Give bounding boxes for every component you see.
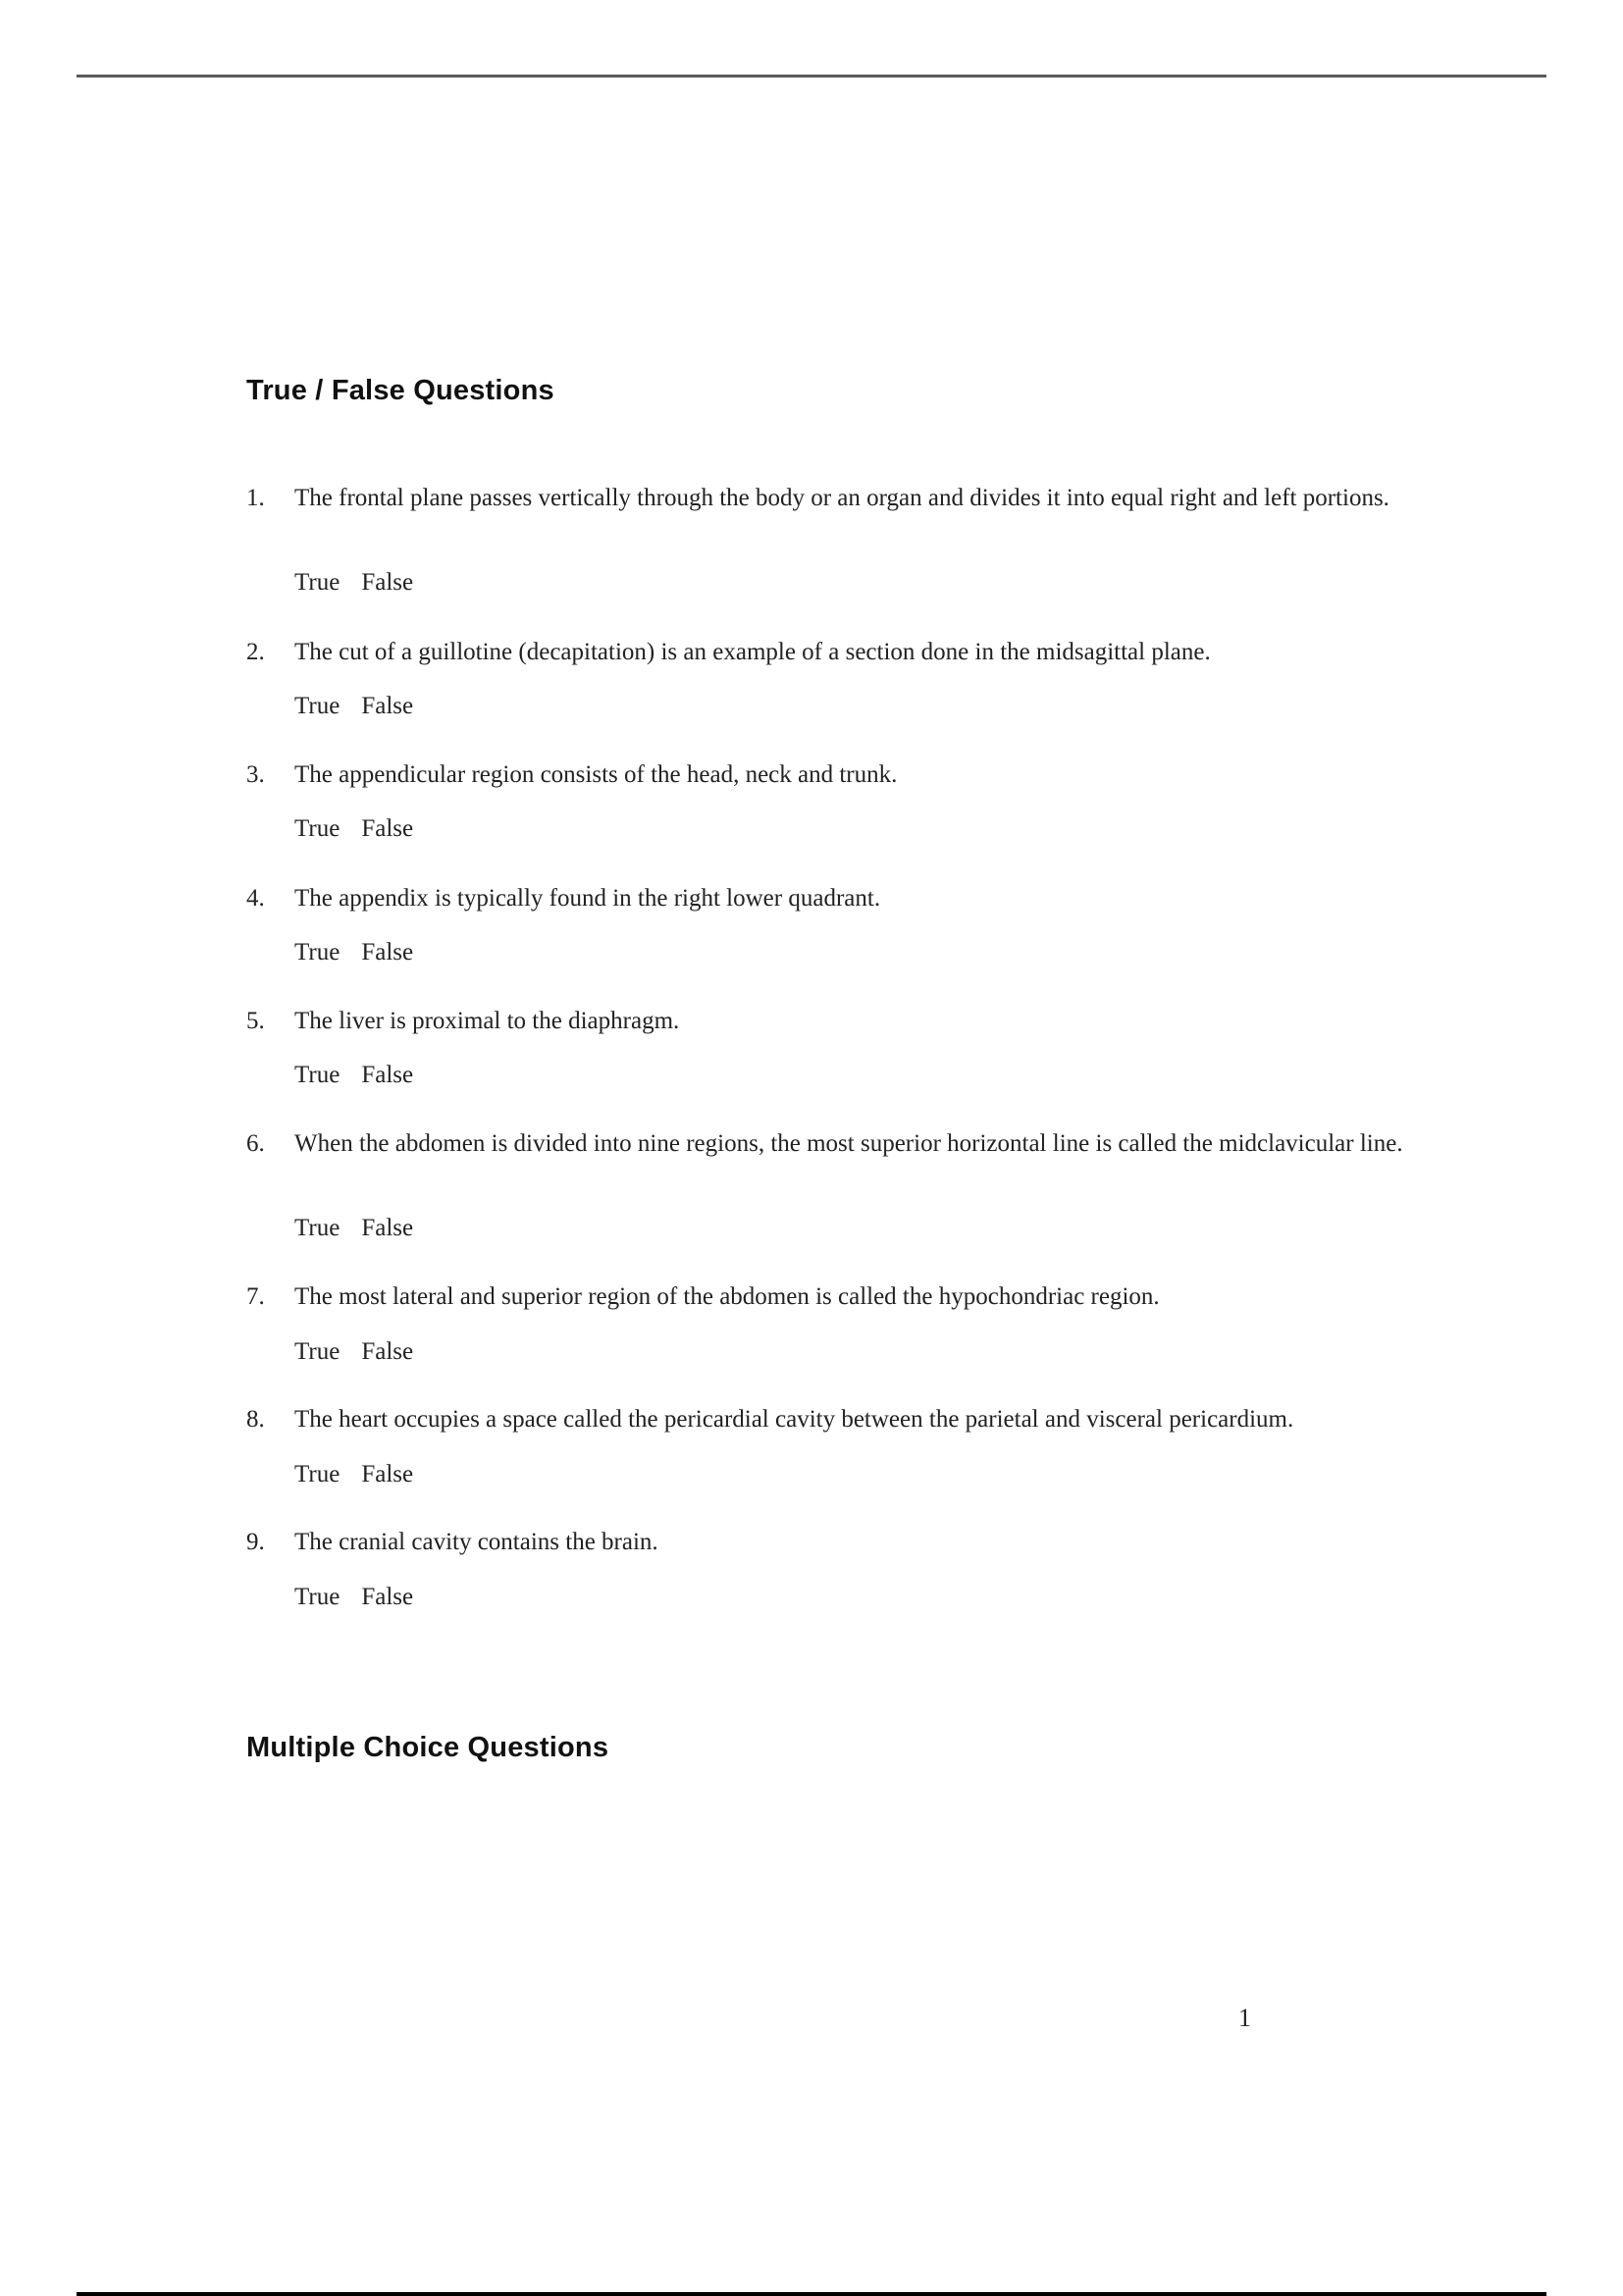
- question-number: 5.: [246, 1008, 265, 1034]
- question-number: 4.: [246, 885, 265, 912]
- option-true[interactable]: True: [294, 939, 340, 965]
- question-text: The appendicular region consists of the head, neck and trunk.: [294, 761, 898, 788]
- question-number: 3.: [246, 761, 265, 788]
- question-number: 8.: [246, 1406, 265, 1433]
- question-text: The cranial cavity contains the brain.: [294, 1529, 658, 1555]
- option-true[interactable]: True: [294, 815, 340, 842]
- answer-options: [294, 569, 413, 597]
- answer-options: [294, 693, 413, 720]
- section-heading-multiple-choice: Multiple Choice Questions: [246, 1732, 609, 1763]
- option-false[interactable]: False: [361, 1215, 414, 1241]
- question-number: 6.: [246, 1130, 265, 1157]
- question-text: The frontal plane passes vertically through the body or an organ and divides it into equal right and left portions.: [294, 485, 1389, 511]
- option-false[interactable]: False: [361, 1461, 414, 1487]
- option-false[interactable]: False: [361, 693, 414, 719]
- answer-options: [294, 1215, 413, 1242]
- option-true[interactable]: True: [294, 569, 340, 596]
- question-item: [246, 1527, 1502, 1557]
- question-text: When the abdomen is divided into nine regions, the most superior horizontal line is called the midclavicular line.: [294, 1130, 1403, 1157]
- option-true[interactable]: True: [294, 1461, 340, 1487]
- header-rule: [77, 75, 1546, 78]
- question-item: [246, 883, 1502, 913]
- question-item: [246, 1281, 1502, 1312]
- question-number: 1.: [246, 485, 265, 511]
- question-text: The liver is proximal to the diaphragm.: [294, 1008, 680, 1034]
- option-false[interactable]: False: [361, 1338, 414, 1365]
- question-number: 7.: [246, 1283, 265, 1310]
- option-false[interactable]: False: [361, 1062, 414, 1088]
- answer-options: [294, 1062, 413, 1089]
- answer-options: [294, 1338, 413, 1366]
- question-item: [246, 759, 1502, 790]
- option-false[interactable]: False: [361, 815, 414, 842]
- option-true[interactable]: True: [294, 1584, 340, 1610]
- option-false[interactable]: False: [361, 569, 414, 596]
- section-heading-true-false: True / False Questions: [246, 375, 554, 406]
- question-text: The heart occupies a space called the pericardial cavity between the parietal and visceral pericardium.: [294, 1406, 1294, 1433]
- question-text: The appendix is typically found in the right lower quadrant.: [294, 885, 881, 912]
- footer-rule: [77, 2292, 1546, 2296]
- answer-options: [294, 1461, 413, 1488]
- question-text: The cut of a guillotine (decapitation) is an example of a section done in the midsagittal plane.: [294, 639, 1211, 665]
- question-item: [246, 1128, 1502, 1159]
- question-item: [246, 637, 1502, 667]
- question-item: [246, 483, 1502, 513]
- answer-options: [294, 815, 413, 843]
- option-true[interactable]: True: [294, 693, 340, 719]
- option-false[interactable]: False: [361, 939, 414, 965]
- question-number: 9.: [246, 1529, 265, 1555]
- question-number: 2.: [246, 639, 265, 665]
- page-number: 1: [1238, 2004, 1251, 2032]
- question-item: [246, 1006, 1502, 1036]
- answer-options: [294, 1584, 413, 1611]
- question-item: [246, 1404, 1502, 1435]
- option-true[interactable]: True: [294, 1338, 340, 1365]
- option-false[interactable]: False: [361, 1584, 414, 1610]
- option-true[interactable]: True: [294, 1215, 340, 1241]
- answer-options: [294, 939, 413, 966]
- question-text: The most lateral and superior region of the abdomen is called the hypochondriac region.: [294, 1283, 1160, 1310]
- option-true[interactable]: True: [294, 1062, 340, 1088]
